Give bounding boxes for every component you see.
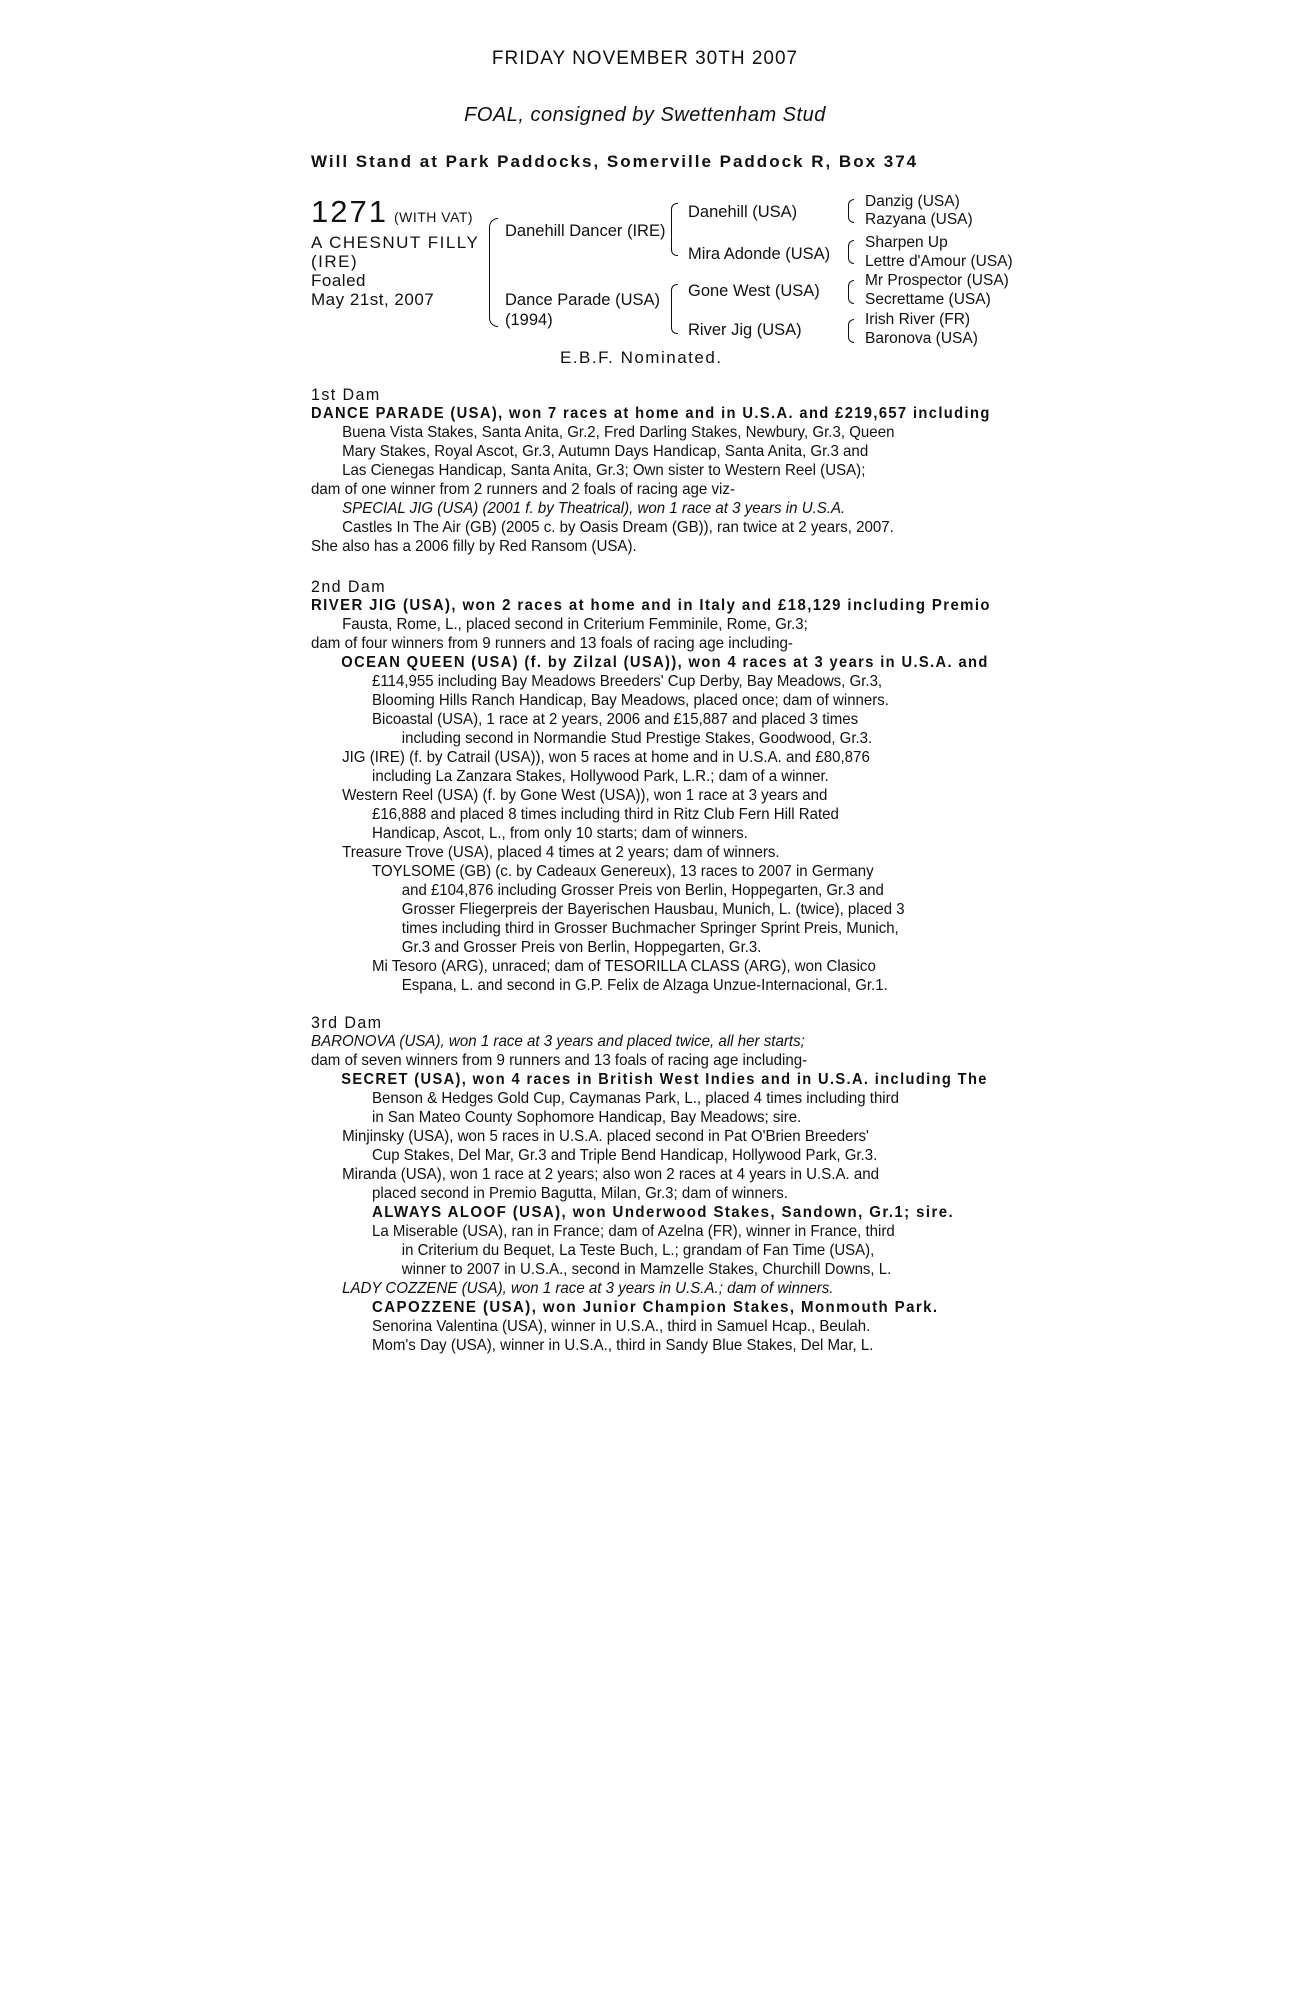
foaled-label: Foaled bbox=[311, 271, 366, 290]
granddam-3: Secrettame (USA) bbox=[865, 291, 991, 308]
sire-dam: Mira Adonde (USA) bbox=[688, 245, 831, 263]
second-dam-line: and £104,876 including Grosser Preis von Berlin, Hoppegarten, Gr.3 and bbox=[401, 882, 884, 899]
second-dam-line: Fausta, Rome, L., placed second in Criterium Femminile, Rome, Gr.3; bbox=[342, 616, 808, 633]
third-dam-line: La Miserable (USA), ran in France; dam of Azelna (FR), winner in France, third bbox=[372, 1223, 895, 1240]
granddam-4: Baronova (USA) bbox=[865, 330, 978, 347]
foal-info bbox=[311, 233, 479, 309]
second-dam-line: Grosser Fliegerpreis der Bayerischen Hausbau, Munich, L. (twice), placed 3 bbox=[401, 901, 905, 918]
grandsire-3: Mr Prospector (USA) bbox=[865, 272, 1009, 289]
pedigree-brace-main bbox=[489, 218, 498, 327]
first-dam-line: DANCE PARADE (USA), won 7 races at home and in U.S.A. and £219,657 including bbox=[311, 405, 991, 422]
second-dam-line: Treasure Trove (USA), placed 4 times at 2 years; dam of winners. bbox=[342, 844, 780, 861]
first-dam-section bbox=[311, 385, 1031, 556]
dam-year: (1994) bbox=[505, 311, 553, 329]
sale-date: FRIDAY NOVEMBER 30TH 2007 bbox=[491, 48, 799, 69]
location-line: Will Stand at Park Paddocks, Somerville Paddock R, Box 374 bbox=[311, 152, 919, 171]
second-dam-line: JIG (IRE) (f. by Catrail (USA)), won 5 races at home and in U.S.A. and £80,876 bbox=[342, 749, 870, 766]
second-dam-line: £114,955 including Bay Meadows Breeders' Cup Derby, Bay Meadows, Gr.3, bbox=[372, 673, 883, 690]
second-dam-line: Gr.3 and Grosser Preis von Berlin, Hoppegarten, Gr.3. bbox=[401, 939, 762, 956]
third-dam-line: ALWAYS ALOOF (USA), won Underwood Stakes, Sandown, Gr.1; sire. bbox=[372, 1204, 955, 1221]
dam-name: Dance Parade (USA) bbox=[505, 291, 660, 309]
grandsire-1: Danzig (USA) bbox=[865, 193, 960, 210]
second-dam-line: Western Reel (USA) (f. by Gone West (USA)), won 1 race at 3 years and bbox=[342, 787, 828, 804]
second-dam-line: Mi Tesoro (ARG), unraced; dam of TESORILLA CLASS (ARG), won Clasico bbox=[372, 958, 876, 975]
second-dam-line: TOYLSOME (GB) (c. by Cadeaux Genereux), 13 races to 2007 in Germany bbox=[372, 863, 874, 880]
sire: Danehill Dancer (IRE) bbox=[505, 222, 666, 240]
third-dam-line: Senorina Valentina (USA), winner in U.S.A., third in Samuel Hcap., Beulah. bbox=[372, 1318, 871, 1335]
sire-sire: Danehill (USA) bbox=[688, 203, 798, 221]
granddam-2: Lettre d'Amour (USA) bbox=[865, 253, 1013, 270]
dam-sire: Gone West (USA) bbox=[688, 282, 820, 300]
second-dam-line: Bicoastal (USA), 1 race at 2 years, 2006 and £15,887 and placed 3 times bbox=[372, 711, 859, 728]
vat-label: (WITH VAT) bbox=[393, 209, 474, 225]
second-dam-line: £16,888 and placed 8 times including third in Ritz Club Fern Hill Rated bbox=[372, 806, 839, 823]
first-dam-line: Buena Vista Stakes, Santa Anita, Gr.2, Fred Darling Stakes, Newbury, Gr.3, Queen bbox=[342, 424, 895, 441]
consignor-line: FOAL, consigned by Swettenham Stud bbox=[464, 104, 826, 126]
first-dam-line: Castles In The Air (GB) (2005 c. by Oasis Dream (GB)), ran twice at 2 years, 2007. bbox=[342, 519, 894, 536]
second-dam-line: times including third in Grosser Buchmacher Springer Sprint Preis, Munich, bbox=[401, 920, 899, 937]
second-dam-line: RIVER JIG (USA), won 2 races at home and in Italy and £18,129 including Premio bbox=[311, 597, 991, 614]
second-dam-line: including La Zanzara Stakes, Hollywood Park, L.R.; dam of a winner. bbox=[372, 768, 829, 785]
first-dam-line: Mary Stakes, Royal Ascot, Gr.3, Autumn Days Handicap, Santa Anita, Gr.3 and bbox=[342, 443, 869, 460]
pedigree-brace-g34 bbox=[848, 240, 854, 264]
third-dam-section bbox=[311, 1013, 1031, 1355]
first-dam-line: Las Cienegas Handicap, Santa Anita, Gr.3; Own sister to Western Reel (USA); bbox=[342, 462, 866, 479]
third-dam-line: in Criterium du Bequet, La Teste Buch, L.; grandam of Fan Time (USA), bbox=[401, 1242, 875, 1259]
pedigree-brace-g56 bbox=[848, 280, 854, 304]
first-dam-line: SPECIAL JIG (USA) (2001 f. by Theatrical), won 1 race at 3 years in U.S.A. bbox=[342, 500, 846, 517]
third-dam-line: in San Mateo County Sophomore Handicap, Bay Meadows; sire. bbox=[372, 1109, 802, 1126]
third-dam-line: Cup Stakes, Del Mar, Gr.3 and Triple Bend Handicap, Hollywood Park, Gr.3. bbox=[372, 1147, 878, 1164]
dam-dam: River Jig (USA) bbox=[688, 321, 802, 339]
pedigree-brace-g78 bbox=[848, 319, 854, 343]
third-dam-line: LADY COZZENE (USA), won 1 race at 3 years in U.S.A.; dam of winners. bbox=[342, 1280, 834, 1297]
second-dam-line: dam of four winners from 9 runners and 13 foals of racing age including- bbox=[311, 635, 793, 652]
lot-header bbox=[311, 194, 473, 230]
first-dam-line: She also has a 2006 filly by Red Ransom (USA). bbox=[311, 538, 637, 555]
second-dam-heading: 2nd Dam bbox=[311, 577, 387, 596]
ebf-nominated: E.B.F. Nominated. bbox=[560, 348, 723, 367]
pedigree-brace-g12 bbox=[848, 199, 854, 223]
first-dam-heading: 1st Dam bbox=[311, 385, 381, 404]
granddam-1: Razyana (USA) bbox=[865, 211, 973, 228]
third-dam-line: Minjinsky (USA), won 5 races in U.S.A. placed second in Pat O'Brien Breeders' bbox=[342, 1128, 869, 1145]
foal-description-2: (IRE) bbox=[311, 252, 359, 271]
second-dam-line: including second in Normandie Stud Prestige Stakes, Goodwood, Gr.3. bbox=[401, 730, 873, 747]
pedigree-brace-sire bbox=[671, 203, 678, 256]
first-dam-line: dam of one winner from 2 runners and 2 foals of racing age viz- bbox=[311, 481, 735, 498]
third-dam-line: dam of seven winners from 9 runners and 13 foals of racing age including- bbox=[311, 1052, 808, 1069]
third-dam-line: placed second in Premio Bagutta, Milan, Gr.3; dam of winners. bbox=[372, 1185, 788, 1202]
second-dam-line: OCEAN QUEEN (USA) (f. by Zilzal (USA)), won 4 races at 3 years in U.S.A. and bbox=[341, 654, 989, 671]
third-dam-line: Benson & Hedges Gold Cup, Caymanas Park, L., placed 4 times including third bbox=[372, 1090, 899, 1107]
grandsire-2: Sharpen Up bbox=[865, 234, 948, 251]
foal-description-1: A CHESNUT FILLY bbox=[311, 233, 480, 252]
third-dam-line: winner to 2007 in U.S.A., second in Mamzelle Stakes, Churchill Downs, L. bbox=[401, 1261, 892, 1278]
pedigree-brace-dam bbox=[671, 284, 678, 334]
third-dam-line: SECRET (USA), won 4 races in British West Indies and in U.S.A. including The bbox=[341, 1071, 988, 1088]
second-dam-line: Espana, L. and second in G.P. Felix de Alzaga Unzue-Internacional, Gr.1. bbox=[401, 977, 888, 994]
third-dam-line: Miranda (USA), won 1 race at 2 years; also won 2 races at 4 years in U.S.A. and bbox=[342, 1166, 880, 1183]
grandsire-4: Irish River (FR) bbox=[865, 311, 971, 328]
third-dam-heading: 3rd Dam bbox=[311, 1013, 383, 1032]
second-dam-line: Handicap, Ascot, L., from only 10 starts; dam of winners. bbox=[372, 825, 748, 842]
third-dam-line: CAPOZZENE (USA), won Junior Champion Stakes, Monmouth Park. bbox=[372, 1299, 939, 1316]
foaled-date: May 21st, 2007 bbox=[311, 290, 435, 309]
third-dam-line: Mom's Day (USA), winner in U.S.A., third in Sandy Blue Stakes, Del Mar, L. bbox=[372, 1337, 874, 1354]
lot-number: 1271 bbox=[311, 194, 388, 229]
second-dam-section bbox=[311, 577, 1031, 995]
third-dam-line: BARONOVA (USA), won 1 race at 3 years and placed twice, all her starts; bbox=[311, 1033, 805, 1050]
second-dam-line: Blooming Hills Ranch Handicap, Bay Meadows, placed once; dam of winners. bbox=[372, 692, 889, 709]
